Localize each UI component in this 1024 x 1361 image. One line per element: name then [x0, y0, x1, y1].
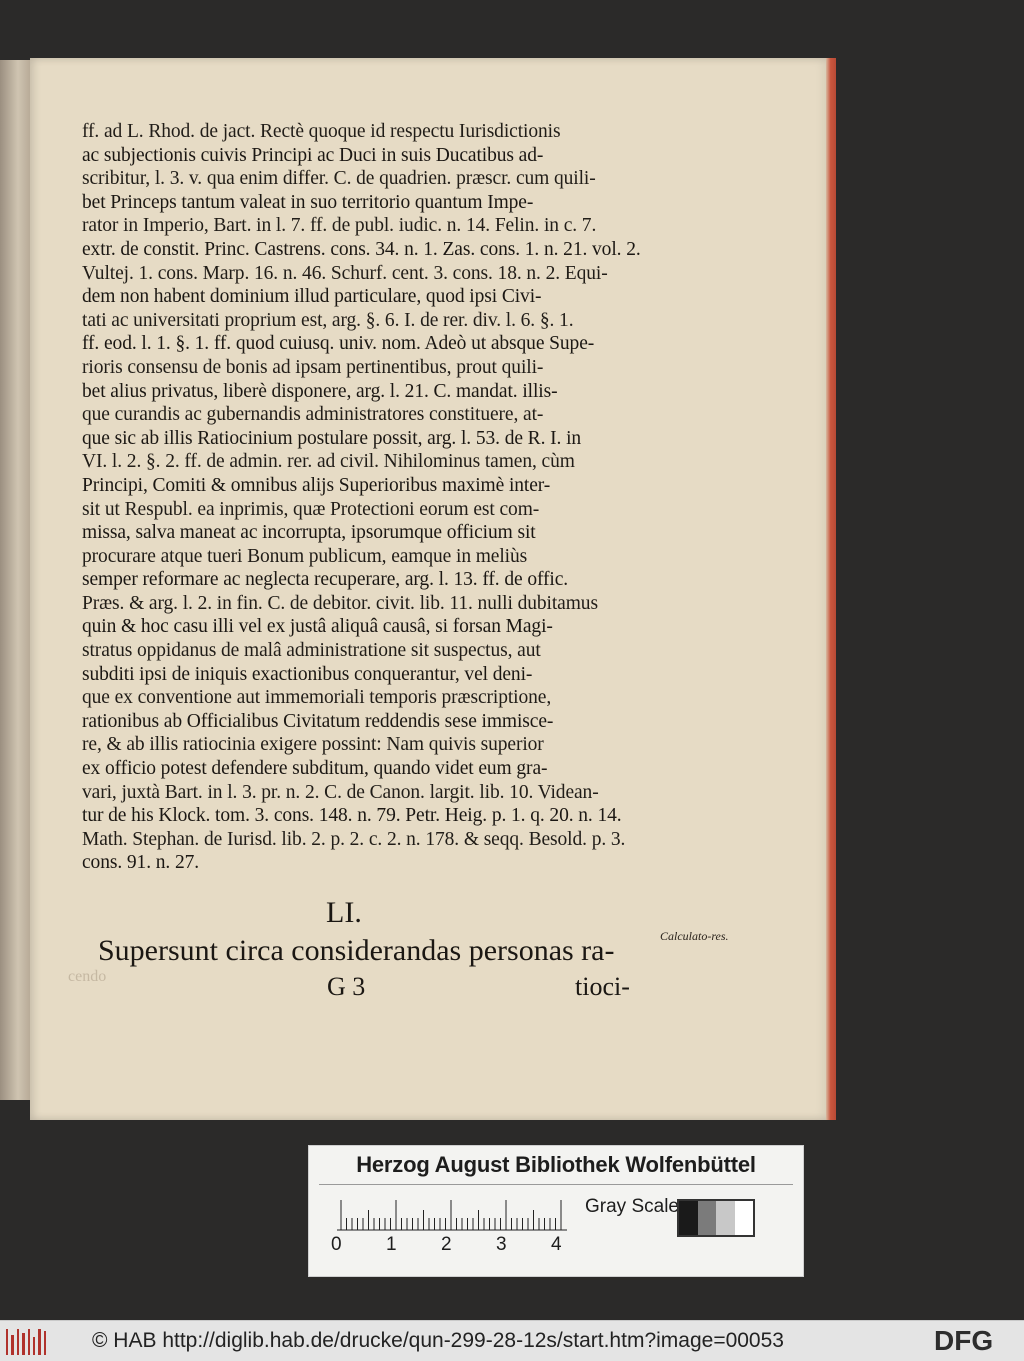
text-line: rator in Imperio, Bart. in l. 7. ff. de publ. iudic. n. 14. Felin. in c. 7.	[82, 215, 597, 237]
text-line: vari, juxtà Bart. in l. 3. pr. n. 2. C. de Canon. largit. lib. 10. Videan-	[82, 781, 599, 803]
book-page	[30, 58, 830, 1120]
section-number: LI.	[326, 896, 362, 929]
text-line: ff. ad L. Rhod. de jact. Rectè quoque id respectu Iurisdictionis	[82, 121, 561, 142]
ruler-labels	[331, 1234, 591, 1258]
gray-scale-label: Gray Scale	[585, 1196, 679, 1217]
text-line: ff. eod. l. 1. §. 1. ff. quod cuiusq. univ. nom. Adeò ut absque Supe-	[82, 333, 595, 355]
text-line: cons. 91. n. 27.	[82, 852, 200, 874]
ruler-label: 2	[441, 1234, 452, 1255]
ruler-label: 0	[331, 1234, 342, 1255]
text-line: subditi ipsi de iniquis exactionibus conquerantur, vel deni-	[82, 663, 533, 685]
text-line: bet alius privatus, liberè disponere, arg. l. 21. C. mandat. illis-	[82, 380, 558, 402]
text-line: tati ac universitati proprium est, arg. §. 6. I. de rer. div. l. 6. §. 1.	[82, 309, 574, 331]
text-line: rioris consensu de bonis ad ipsam pertinentibus, prout quili-	[82, 356, 544, 378]
text-line: que ex conventione aut immemoriali temporis præscriptione,	[82, 687, 552, 709]
text-line: stratus oppidanus de malâ administratione sit suspectus, aut	[82, 640, 541, 662]
catchword: tioci-	[575, 972, 630, 1001]
hab-logo-icon	[6, 1327, 46, 1355]
card-divider	[319, 1184, 793, 1185]
library-name: Herzog August Bibliothek Wolfenbüttel	[356, 1152, 756, 1177]
text-line: re, & ab illis ratiocinia exigere possint: Nam quivis superior	[82, 734, 544, 756]
ruler-label: 3	[496, 1234, 507, 1255]
text-line: Math. Stephan. de Iurisd. lib. 2. p. 2. c. 2. n. 178. & seqq. Besold. p. 3.	[82, 828, 626, 850]
text-line: semper reformare ac neglecta recuperare, arg. l. 13. ff. de offic.	[82, 569, 569, 591]
gray-swatch	[716, 1201, 735, 1235]
show-through-text: cendo	[68, 968, 107, 985]
gray-scale-swatches	[677, 1199, 755, 1237]
gray-swatch	[698, 1201, 717, 1235]
text-line: que curandis ac gubernandis administratores constituere, at-	[82, 404, 544, 426]
body-text	[82, 120, 682, 875]
text-line: ex officio potest defendere subditum, quando videt eum gra-	[82, 758, 548, 780]
text-line: tur de his Klock. tom. 3. cons. 148. n. 79. Petr. Heig. p. 1. q. 20. n. 14.	[82, 805, 622, 827]
text-line: Præs. & arg. l. 2. in fin. C. de debitor. civit. lib. 11. nulli dubitamus	[82, 592, 598, 614]
previous-page-edge	[0, 60, 30, 1100]
text-line: procurare atque tueri Bonum publicum, eamque in meliùs	[82, 545, 528, 567]
margin-note: Calculato-res.	[660, 929, 729, 943]
gray-swatch	[735, 1201, 754, 1235]
text-line: dem non habent dominium illud particulare, quod ipsi Civi-	[82, 286, 542, 308]
text-line: extr. de constit. Princ. Castrens. cons. 34. n. 1. Zas. cons. 1. n. 21. vol. 2.	[82, 238, 641, 260]
text-line: bet Princeps tantum valeat in suo territorio quantum Impe-	[82, 191, 534, 213]
body-last-line: Supersunt circa considerandas personas ra-	[98, 934, 615, 967]
footer-source-link[interactable]: © HAB http://diglib.hab.de/drucke/qun-299-28-12s/start.htm?image=00053	[92, 1329, 784, 1352]
dfg-logo: DFG	[934, 1325, 994, 1356]
text-line: VI. l. 2. §. 2. ff. de admin. rer. ad civil. Nihilominus tamen, cùm	[82, 451, 575, 473]
text-line: que sic ab illis Ratiocinium postulare possit, arg. l. 53. de R. I. in	[82, 427, 582, 449]
text-line: rationibus ab Officialibus Civitatum reddendis sese immisce-	[82, 710, 554, 732]
color-scale-card	[308, 1145, 804, 1277]
text-line: sit ut Respubl. ea inprimis, quæ Protectioni eorum est com-	[82, 498, 540, 520]
ruler-label: 1	[386, 1234, 397, 1255]
text-line: quin & hoc casu illi vel ex justâ aliquâ causâ, si forsan Magi-	[82, 616, 553, 638]
ruler	[337, 1192, 567, 1232]
text-line: missa, salva maneat ac incorrupta, ipsorumque officium sit	[82, 522, 536, 544]
red-page-edge	[826, 58, 836, 1120]
text-line: scribitur, l. 3. v. qua enim differ. C. de quadrien. præscr. cum quili-	[82, 168, 596, 190]
text-line: Principi, Comiti & omnibus alijs Superioribus maximè inter-	[82, 474, 551, 496]
signature-mark: G 3	[327, 972, 366, 1001]
footer-bar	[0, 1320, 1024, 1361]
text-line: Vultej. 1. cons. Marp. 16. n. 46. Schurf. cent. 3. cons. 18. n. 2. Equi-	[82, 262, 608, 284]
gray-swatch	[679, 1201, 698, 1235]
ruler-label: 4	[551, 1234, 562, 1255]
text-line: ac subjectionis cuivis Principi ac Duci in suis Ducatibus ad-	[82, 144, 544, 166]
